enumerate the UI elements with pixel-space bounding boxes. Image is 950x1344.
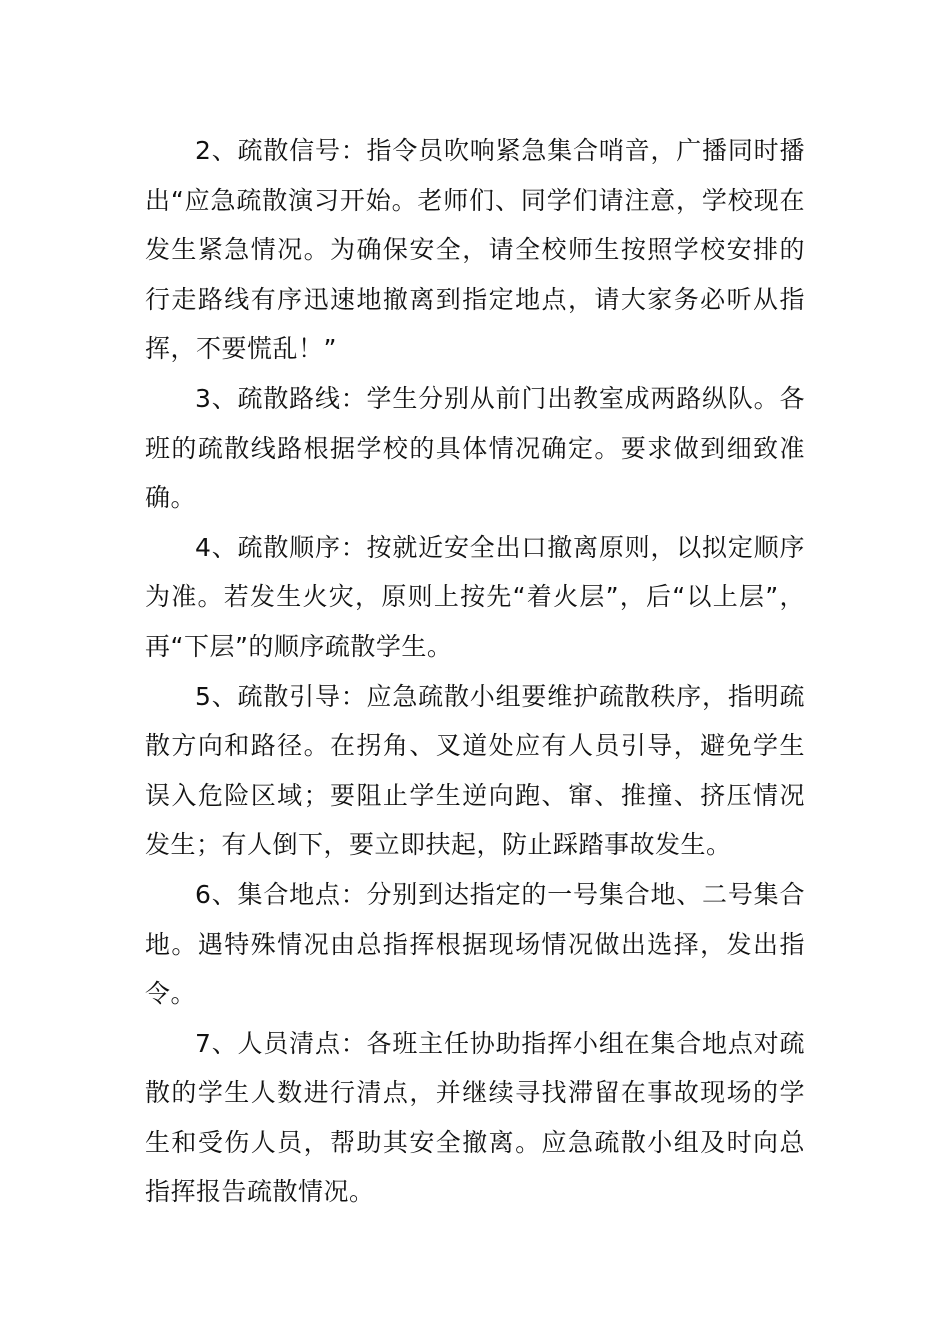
paragraph-evacuation-route: 3、疏散路线：学生分别从前门出教室成两路纵队。各班的疏散线路根据学校的具体情况确定。要求做到细致准确。 <box>145 383 805 513</box>
document-body <box>145 126 805 1217</box>
paragraph-evacuation-signal: 2、疏散信号：指令员吹响紧急集合哨音，广播同时播出“应急疏散演习开始。老师们、同学们请注意，学校现在发生紧急情况。为确保安全，请全校师生按照学校安排的行走路线有序迅速地撤离到指定地点，请大家务必听从指挥，不要慌乱！” <box>145 136 805 364</box>
paragraph-headcount: 7、人员清点：各班主任协助指挥小组在集合地点对疏散的学生人数进行清点，并继续寻找滞留在事故现场的学生和受伤人员，帮助其安全撤离。应急疏散小组及时向总指挥报告疏散情况。 <box>145 1028 805 1207</box>
paragraph-evacuation-guidance: 5、疏散引导：应急疏散小组要维护疏散秩序，指明疏散方向和路径。在拐角、叉道处应有人员引导，避免学生误入危险区域；要阻止学生逆向跑、窜、推撞、挤压情况发生；有人倒下，要立即扶起，防止踩踏事故发生。 <box>145 681 805 860</box>
paragraph-assembly-point: 6、集合地点：分别到达指定的一号集合地、二号集合地。遇特殊情况由总指挥根据现场情况做出选择，发出指令。 <box>145 879 805 1009</box>
paragraph-evacuation-order: 4、疏散顺序：按就近安全出口撤离原则，以拟定顺序为准。若发生火灾，原则上按先“着火层”，后“以上层”，再“下层”的顺序疏散学生。 <box>145 532 805 661</box>
